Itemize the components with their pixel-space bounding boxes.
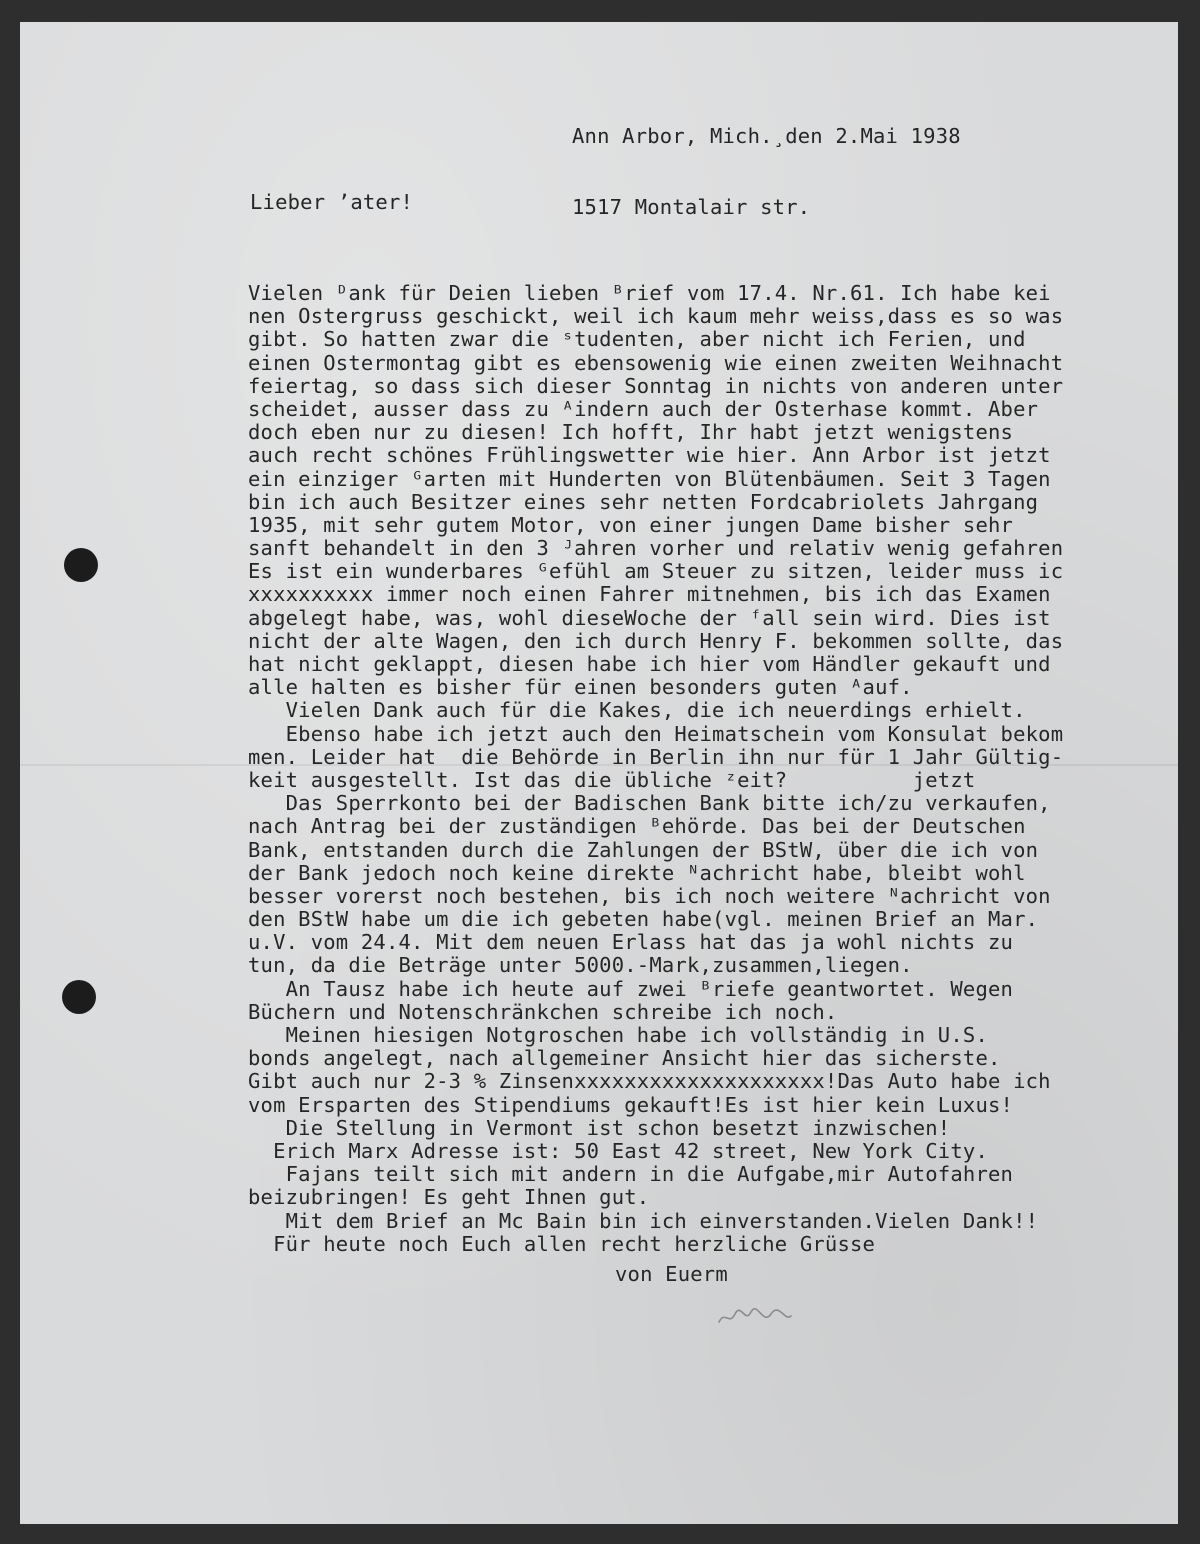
body-line: Büchern und Notenschränkchen schreibe ich noch.	[248, 999, 838, 1024]
body-line: einen Ostermontag gibt es ebensowenig wie einen zweiten Weihnacht	[248, 350, 1064, 375]
body-line: auch recht schönes Frühlingswetter wie hier. Ann Arbor ist jetzt	[248, 443, 1051, 468]
letter-greeting: Lieber ʼater!	[250, 190, 414, 214]
body-line: Bank, entstanden durch die Zahlungen der BStW, über die ich von	[248, 837, 1039, 862]
body-line: feiertag, so dass sich dieser Sonntag in nichts von anderen unter	[248, 373, 1064, 398]
body-line: Mit dem Brief an Mc Bain bin ich einverstanden.Vielen Dank!!	[248, 1208, 1039, 1233]
body-line: Das Sperrkonto bei der Badischen Bank bitte ich/zu verkaufen,	[248, 791, 1051, 816]
body-line: Für heute noch Euch allen recht herzliche Grüsse	[248, 1231, 876, 1256]
body-line: An Tausz habe ich heute auf zwei ᴮriefe geantwortet. Wegen	[248, 976, 1014, 1001]
body-line: keit ausgestellt. Ist das die übliche ᶻeit? jetzt	[248, 767, 976, 792]
body-line: xxxxxxxxxx immer noch einen Fahrer mitnehmen, bis ich das Examen	[248, 582, 1051, 607]
body-line: Gibt auch nur 2-3 % Zinsenxxxxxxxxxxxxxxxxxxxx!Das Auto habe ich	[248, 1069, 1051, 1094]
body-line: Vielen ᴰank für Deien lieben ᴮrief vom 17.4. Nr.61. Ich habe kei	[248, 281, 1051, 305]
body-line: Meinen hiesigen Notgroschen habe ich vollständig in U.S.	[248, 1023, 988, 1047]
body-line: nach Antrag bei der zuständigen ᴮehörde. Das bei der Deutschen	[248, 814, 1026, 839]
body-line: u.V. vom 24.4. Mit dem neuen Erlass hat das ja wohl nichts zu	[248, 930, 1014, 955]
body-line: ein einziger ᴳarten mit Hunderten von Blütenbäumen. Seit 3 Tagen	[248, 466, 1051, 491]
body-line: 1935, mit sehr gutem Motor, von einer jungen Dame bisher sehr	[248, 512, 1014, 537]
punch-hole-icon	[62, 980, 96, 1014]
body-line: vom Ersparten des Stipendiums gekauft!Es ist hier kein Luxus!	[248, 1092, 1014, 1117]
body-line: alle halten es bisher für einen besonders guten ᴬauf.	[248, 675, 913, 700]
letter-closing: von Euerm	[615, 1262, 728, 1286]
body-line: Erich Marx Adresse ist: 50 East 42 street, New York City.	[248, 1138, 988, 1163]
body-line: bonds angelegt, nach allgemeiner Ansicht hier das sicherste.	[248, 1046, 1001, 1071]
body-line: doch eben nur zu diesen! Ich hofft, Ihr habt jetzt wenigstens	[248, 420, 1014, 445]
body-line: Vielen Dank auch für die Kakes, die ich neuerdings erhielt.	[248, 698, 1026, 723]
body-line: tun, da die Beträge unter 5000.-Mark,zusammen,liegen.	[248, 953, 913, 978]
body-line: nicht der alte Wagen, den ich durch Henry F. bekommen sollte, das	[248, 628, 1064, 653]
address-line: Ann Arbor, Mich.̧ den 2.Mai 1938	[572, 124, 961, 148]
letter-body	[248, 282, 1063, 1256]
body-line: men. Leider hat die Behörde in Berlin ihn nur für 1 Jahr Gültig-	[248, 744, 1064, 769]
body-line: hat nicht geklappt, diesen habe ich hier vom Händler gekauft und	[248, 652, 1051, 676]
punch-hole-icon	[64, 548, 98, 582]
body-line: scheidet, ausser dass zu ᴬindern auch der Osterhase kommt. Aber	[248, 396, 1039, 421]
letter-header-address	[572, 76, 961, 266]
address-line: 1517 Montalair str.	[572, 195, 811, 220]
body-line: Die Stellung in Vermont ist schon besetzt inzwischen!	[248, 1115, 951, 1140]
body-line: besser vorerst noch bestehen, bis ich noch weitere ᴺachricht von	[248, 883, 1051, 908]
body-line: der Bank jedoch noch keine direkte ᴺachricht habe, bleibt wohl	[248, 860, 1026, 885]
body-line: abgelegt habe, was, wohl dieseWoche der ᶠall sein wird. Dies ist	[248, 605, 1051, 630]
body-line: Es ist ein wunderbares ᴳefühl am Steuer zu sitzen, leider muss ic	[248, 559, 1064, 584]
body-line: Ebenso habe ich jetzt auch den Heimatschein vom Konsulat bekom	[248, 721, 1064, 746]
body-line: nen Ostergruss geschickt, weil ich kaum mehr weiss,dass es so was	[248, 304, 1064, 329]
body-line: beizubringen! Es geht Ihnen gut.	[248, 1185, 650, 1210]
body-line: bin ich auch Besitzer eines sehr netten Fordcabriolets Jahrgang	[248, 489, 1039, 514]
signature-icon	[715, 1300, 795, 1334]
body-line: sanft behandelt in den 3 ᴶahren vorher und relativ wenig gefahren	[248, 536, 1064, 561]
body-line: gibt. So hatten zwar die ˢtudenten, aber nicht ich Ferien, und	[248, 327, 1026, 352]
body-line: Fajans teilt sich mit andern in die Aufgabe,mir Autofahren	[248, 1162, 1014, 1187]
body-line: den BStW habe um die ich gebeten habe(vgl. meinen Brief an Mar.	[248, 907, 1039, 932]
